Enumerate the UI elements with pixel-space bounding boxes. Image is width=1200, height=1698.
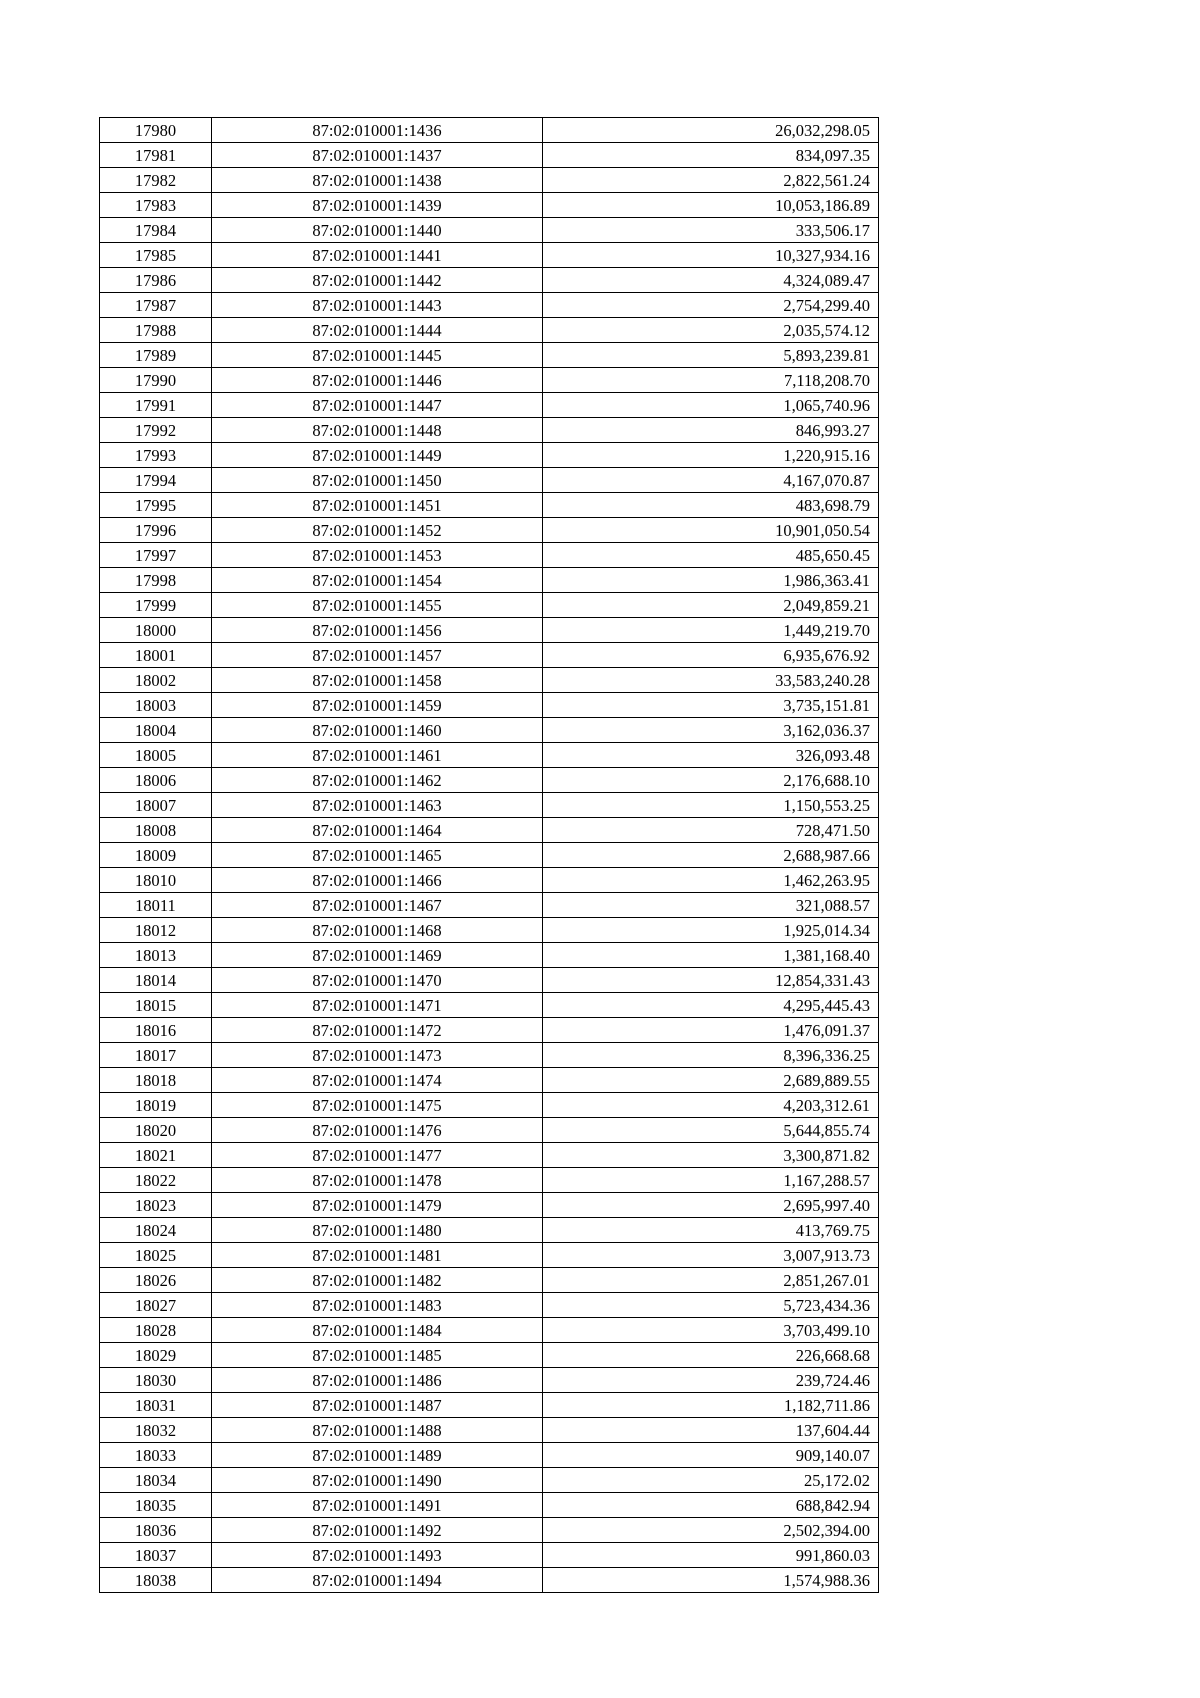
- row-number-cell: 18038: [100, 1568, 212, 1593]
- value-cell: 728,471.50: [543, 818, 879, 843]
- cadastral-number-cell: 87:02:010001:1447: [212, 393, 543, 418]
- row-number-cell: 18011: [100, 893, 212, 918]
- value-cell: 2,851,267.01: [543, 1268, 879, 1293]
- row-number-cell: 18031: [100, 1393, 212, 1418]
- value-cell: 1,574,988.36: [543, 1568, 879, 1593]
- table-row: [100, 1493, 879, 1518]
- row-number-cell: 17989: [100, 343, 212, 368]
- row-number-cell: 18016: [100, 1018, 212, 1043]
- row-number-cell: 17990: [100, 368, 212, 393]
- cadastral-number-cell: 87:02:010001:1436: [212, 118, 543, 143]
- data-table: [99, 117, 879, 1593]
- cadastral-number-cell: 87:02:010001:1461: [212, 743, 543, 768]
- cadastral-number-cell: 87:02:010001:1479: [212, 1193, 543, 1218]
- cadastral-number-cell: 87:02:010001:1440: [212, 218, 543, 243]
- table-row: [100, 1268, 879, 1293]
- row-number-cell: 18008: [100, 818, 212, 843]
- row-number-cell: 18012: [100, 918, 212, 943]
- table-row: [100, 943, 879, 968]
- table-row: [100, 993, 879, 1018]
- value-cell: 26,032,298.05: [543, 118, 879, 143]
- row-number-cell: 17998: [100, 568, 212, 593]
- table-row: [100, 1543, 879, 1568]
- cadastral-number-cell: 87:02:010001:1455: [212, 593, 543, 618]
- table-row: [100, 593, 879, 618]
- cadastral-number-cell: 87:02:010001:1464: [212, 818, 543, 843]
- row-number-cell: 18014: [100, 968, 212, 993]
- cadastral-number-cell: 87:02:010001:1449: [212, 443, 543, 468]
- row-number-cell: 17981: [100, 143, 212, 168]
- row-number-cell: 18036: [100, 1518, 212, 1543]
- row-number-cell: 17983: [100, 193, 212, 218]
- table-row: [100, 393, 879, 418]
- value-cell: 10,327,934.16: [543, 243, 879, 268]
- value-cell: 239,724.46: [543, 1368, 879, 1393]
- row-number-cell: 17996: [100, 518, 212, 543]
- row-number-cell: 18002: [100, 668, 212, 693]
- table-row: [100, 1168, 879, 1193]
- table-row: [100, 1093, 879, 1118]
- value-cell: 4,167,070.87: [543, 468, 879, 493]
- table-row: [100, 668, 879, 693]
- row-number-cell: 18019: [100, 1093, 212, 1118]
- row-number-cell: 18009: [100, 843, 212, 868]
- row-number-cell: 18026: [100, 1268, 212, 1293]
- row-number-cell: 18035: [100, 1493, 212, 1518]
- table-row: [100, 168, 879, 193]
- table-row: [100, 518, 879, 543]
- cadastral-number-cell: 87:02:010001:1475: [212, 1093, 543, 1118]
- value-cell: 909,140.07: [543, 1443, 879, 1468]
- value-cell: 1,182,711.86: [543, 1393, 879, 1418]
- cadastral-number-cell: 87:02:010001:1457: [212, 643, 543, 668]
- value-cell: 2,689,889.55: [543, 1068, 879, 1093]
- table-row: [100, 193, 879, 218]
- cadastral-number-cell: 87:02:010001:1493: [212, 1543, 543, 1568]
- table-row: [100, 918, 879, 943]
- cadastral-number-cell: 87:02:010001:1480: [212, 1218, 543, 1243]
- value-cell: 2,502,394.00: [543, 1518, 879, 1543]
- table-row: [100, 443, 879, 468]
- value-cell: 333,506.17: [543, 218, 879, 243]
- row-number-cell: 17991: [100, 393, 212, 418]
- row-number-cell: 18001: [100, 643, 212, 668]
- table-row: [100, 1368, 879, 1393]
- table-row: [100, 1018, 879, 1043]
- cadastral-number-cell: 87:02:010001:1483: [212, 1293, 543, 1318]
- value-cell: 5,723,434.36: [543, 1293, 879, 1318]
- table-row: [100, 1468, 879, 1493]
- table-row: [100, 318, 879, 343]
- cadastral-number-cell: 87:02:010001:1472: [212, 1018, 543, 1043]
- value-cell: 846,993.27: [543, 418, 879, 443]
- value-cell: 413,769.75: [543, 1218, 879, 1243]
- table-row: [100, 268, 879, 293]
- row-number-cell: 17988: [100, 318, 212, 343]
- table-row: [100, 118, 879, 143]
- row-number-cell: 18004: [100, 718, 212, 743]
- row-number-cell: 18006: [100, 768, 212, 793]
- cadastral-number-cell: 87:02:010001:1443: [212, 293, 543, 318]
- value-cell: 326,093.48: [543, 743, 879, 768]
- row-number-cell: 18032: [100, 1418, 212, 1443]
- value-cell: 1,220,915.16: [543, 443, 879, 468]
- value-cell: 1,167,288.57: [543, 1168, 879, 1193]
- cadastral-number-cell: 87:02:010001:1442: [212, 268, 543, 293]
- cadastral-number-cell: 87:02:010001:1462: [212, 768, 543, 793]
- table-row: [100, 1293, 879, 1318]
- cadastral-number-cell: 87:02:010001:1448: [212, 418, 543, 443]
- cadastral-number-cell: 87:02:010001:1488: [212, 1418, 543, 1443]
- value-cell: 3,300,871.82: [543, 1143, 879, 1168]
- cadastral-number-cell: 87:02:010001:1489: [212, 1443, 543, 1468]
- table-row: [100, 768, 879, 793]
- row-number-cell: 18003: [100, 693, 212, 718]
- cadastral-number-cell: 87:02:010001:1463: [212, 793, 543, 818]
- value-cell: 3,162,036.37: [543, 718, 879, 743]
- row-number-cell: 17992: [100, 418, 212, 443]
- value-cell: 4,324,089.47: [543, 268, 879, 293]
- value-cell: 1,462,263.95: [543, 868, 879, 893]
- row-number-cell: 18027: [100, 1293, 212, 1318]
- cadastral-number-cell: 87:02:010001:1482: [212, 1268, 543, 1293]
- table-row: [100, 218, 879, 243]
- cadastral-number-cell: 87:02:010001:1459: [212, 693, 543, 718]
- row-number-cell: 17995: [100, 493, 212, 518]
- row-number-cell: 18030: [100, 1368, 212, 1393]
- value-cell: 5,893,239.81: [543, 343, 879, 368]
- value-cell: 2,049,859.21: [543, 593, 879, 618]
- value-cell: 1,925,014.34: [543, 918, 879, 943]
- value-cell: 2,754,299.40: [543, 293, 879, 318]
- value-cell: 1,986,363.41: [543, 568, 879, 593]
- cadastral-number-cell: 87:02:010001:1450: [212, 468, 543, 493]
- cadastral-number-cell: 87:02:010001:1484: [212, 1318, 543, 1343]
- cadastral-number-cell: 87:02:010001:1494: [212, 1568, 543, 1593]
- table-row: [100, 793, 879, 818]
- row-number-cell: 18025: [100, 1243, 212, 1268]
- value-cell: 10,901,050.54: [543, 518, 879, 543]
- value-cell: 25,172.02: [543, 1468, 879, 1493]
- table-row: [100, 1218, 879, 1243]
- row-number-cell: 18021: [100, 1143, 212, 1168]
- row-number-cell: 18015: [100, 993, 212, 1018]
- value-cell: 1,150,553.25: [543, 793, 879, 818]
- table-row: [100, 568, 879, 593]
- cadastral-number-cell: 87:02:010001:1451: [212, 493, 543, 518]
- cadastral-number-cell: 87:02:010001:1446: [212, 368, 543, 393]
- value-cell: 2,176,688.10: [543, 768, 879, 793]
- cadastral-number-cell: 87:02:010001:1474: [212, 1068, 543, 1093]
- cadastral-number-cell: 87:02:010001:1441: [212, 243, 543, 268]
- cadastral-number-cell: 87:02:010001:1445: [212, 343, 543, 368]
- value-cell: 2,035,574.12: [543, 318, 879, 343]
- cadastral-number-cell: 87:02:010001:1485: [212, 1343, 543, 1368]
- table-row: [100, 1343, 879, 1368]
- table-row: [100, 343, 879, 368]
- table-row: [100, 1518, 879, 1543]
- cadastral-number-cell: 87:02:010001:1469: [212, 943, 543, 968]
- cadastral-number-cell: 87:02:010001:1491: [212, 1493, 543, 1518]
- cadastral-number-cell: 87:02:010001:1476: [212, 1118, 543, 1143]
- table-row: [100, 893, 879, 918]
- value-cell: 2,695,997.40: [543, 1193, 879, 1218]
- table-row: [100, 968, 879, 993]
- value-cell: 137,604.44: [543, 1418, 879, 1443]
- cadastral-number-cell: 87:02:010001:1444: [212, 318, 543, 343]
- table-row: [100, 868, 879, 893]
- value-cell: 1,449,219.70: [543, 618, 879, 643]
- value-cell: 2,688,987.66: [543, 843, 879, 868]
- table-row: [100, 1443, 879, 1468]
- table-row: [100, 1318, 879, 1343]
- row-number-cell: 17980: [100, 118, 212, 143]
- row-number-cell: 17993: [100, 443, 212, 468]
- value-cell: 1,381,168.40: [543, 943, 879, 968]
- cadastral-number-cell: 87:02:010001:1439: [212, 193, 543, 218]
- table-row: [100, 1418, 879, 1443]
- table-row: [100, 818, 879, 843]
- cadastral-number-cell: 87:02:010001:1468: [212, 918, 543, 943]
- value-cell: 1,065,740.96: [543, 393, 879, 418]
- table-row: [100, 718, 879, 743]
- table-row: [100, 843, 879, 868]
- cadastral-number-cell: 87:02:010001:1460: [212, 718, 543, 743]
- table-row: [100, 543, 879, 568]
- value-cell: 226,668.68: [543, 1343, 879, 1368]
- value-cell: 834,097.35: [543, 143, 879, 168]
- table-row: [100, 1568, 879, 1593]
- table-row: [100, 468, 879, 493]
- cadastral-number-cell: 87:02:010001:1438: [212, 168, 543, 193]
- row-number-cell: 18033: [100, 1443, 212, 1468]
- value-cell: 321,088.57: [543, 893, 879, 918]
- table-row: [100, 1043, 879, 1068]
- row-number-cell: 18010: [100, 868, 212, 893]
- row-number-cell: 17982: [100, 168, 212, 193]
- table-body: [100, 118, 879, 1593]
- row-number-cell: 18007: [100, 793, 212, 818]
- table-row: [100, 493, 879, 518]
- value-cell: 3,703,499.10: [543, 1318, 879, 1343]
- row-number-cell: 17994: [100, 468, 212, 493]
- cadastral-number-cell: 87:02:010001:1465: [212, 843, 543, 868]
- cadastral-number-cell: 87:02:010001:1458: [212, 668, 543, 693]
- value-cell: 10,053,186.89: [543, 193, 879, 218]
- row-number-cell: 18024: [100, 1218, 212, 1243]
- table-row: [100, 1118, 879, 1143]
- cadastral-number-cell: 87:02:010001:1454: [212, 568, 543, 593]
- table-row: [100, 368, 879, 393]
- row-number-cell: 17985: [100, 243, 212, 268]
- table-row: [100, 693, 879, 718]
- table-row: [100, 1143, 879, 1168]
- row-number-cell: 18037: [100, 1543, 212, 1568]
- value-cell: 483,698.79: [543, 493, 879, 518]
- row-number-cell: 18005: [100, 743, 212, 768]
- cadastral-number-cell: 87:02:010001:1486: [212, 1368, 543, 1393]
- value-cell: 12,854,331.43: [543, 968, 879, 993]
- table-row: [100, 1193, 879, 1218]
- table-row: [100, 618, 879, 643]
- cadastral-number-cell: 87:02:010001:1466: [212, 868, 543, 893]
- cadastral-number-cell: 87:02:010001:1478: [212, 1168, 543, 1193]
- cadastral-number-cell: 87:02:010001:1487: [212, 1393, 543, 1418]
- cadastral-number-cell: 87:02:010001:1490: [212, 1468, 543, 1493]
- row-number-cell: 18020: [100, 1118, 212, 1143]
- value-cell: 33,583,240.28: [543, 668, 879, 693]
- row-number-cell: 17984: [100, 218, 212, 243]
- table-row: [100, 1393, 879, 1418]
- row-number-cell: 17986: [100, 268, 212, 293]
- cadastral-number-cell: 87:02:010001:1456: [212, 618, 543, 643]
- table-row: [100, 1243, 879, 1268]
- value-cell: 7,118,208.70: [543, 368, 879, 393]
- row-number-cell: 17997: [100, 543, 212, 568]
- value-cell: 4,203,312.61: [543, 1093, 879, 1118]
- cadastral-number-cell: 87:02:010001:1452: [212, 518, 543, 543]
- value-cell: 3,735,151.81: [543, 693, 879, 718]
- value-cell: 2,822,561.24: [543, 168, 879, 193]
- table-row: [100, 1068, 879, 1093]
- value-cell: 485,650.45: [543, 543, 879, 568]
- row-number-cell: 18023: [100, 1193, 212, 1218]
- table-row: [100, 643, 879, 668]
- value-cell: 991,860.03: [543, 1543, 879, 1568]
- table-row: [100, 743, 879, 768]
- cadastral-number-cell: 87:02:010001:1467: [212, 893, 543, 918]
- cadastral-number-cell: 87:02:010001:1471: [212, 993, 543, 1018]
- cadastral-number-cell: 87:02:010001:1481: [212, 1243, 543, 1268]
- value-cell: 4,295,445.43: [543, 993, 879, 1018]
- value-cell: 8,396,336.25: [543, 1043, 879, 1068]
- cadastral-number-cell: 87:02:010001:1473: [212, 1043, 543, 1068]
- value-cell: 5,644,855.74: [543, 1118, 879, 1143]
- value-cell: 6,935,676.92: [543, 643, 879, 668]
- row-number-cell: 18034: [100, 1468, 212, 1493]
- value-cell: 688,842.94: [543, 1493, 879, 1518]
- cadastral-number-cell: 87:02:010001:1470: [212, 968, 543, 993]
- table-row: [100, 418, 879, 443]
- cadastral-number-cell: 87:02:010001:1492: [212, 1518, 543, 1543]
- value-cell: 3,007,913.73: [543, 1243, 879, 1268]
- row-number-cell: 17999: [100, 593, 212, 618]
- row-number-cell: 17987: [100, 293, 212, 318]
- cadastral-number-cell: 87:02:010001:1477: [212, 1143, 543, 1168]
- table-row: [100, 243, 879, 268]
- row-number-cell: 18000: [100, 618, 212, 643]
- cadastral-number-cell: 87:02:010001:1437: [212, 143, 543, 168]
- row-number-cell: 18022: [100, 1168, 212, 1193]
- row-number-cell: 18017: [100, 1043, 212, 1068]
- value-cell: 1,476,091.37: [543, 1018, 879, 1043]
- table-row: [100, 293, 879, 318]
- row-number-cell: 18018: [100, 1068, 212, 1093]
- table-row: [100, 143, 879, 168]
- cadastral-number-cell: 87:02:010001:1453: [212, 543, 543, 568]
- row-number-cell: 18028: [100, 1318, 212, 1343]
- row-number-cell: 18013: [100, 943, 212, 968]
- row-number-cell: 18029: [100, 1343, 212, 1368]
